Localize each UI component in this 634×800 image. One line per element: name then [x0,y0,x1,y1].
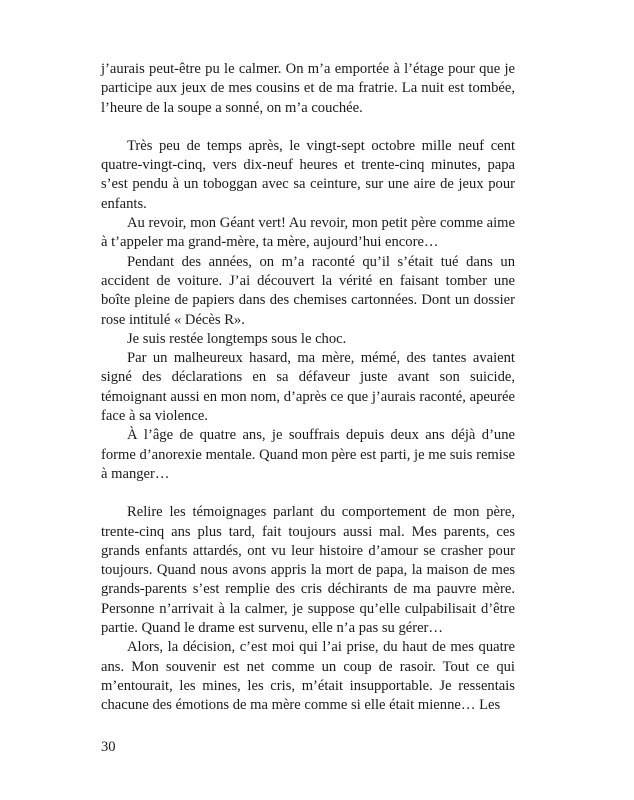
paragraph-1: j’aurais peut-être pu le calmer. On m’a emportée à l’étage pour que je participe aux jeux de mes cousins et de ma fratrie. La nuit est tombée, l’heure de la soupe a sonné, on m’a couchée. [101,61,515,116]
paragraph-4: Pendant des années, on m’a raconté qu’il s’était tué dans un accident de voiture. J’ai découvert la vérité en faisant tomber une boîte pleine de papiers dans des chemises cartonnées. Dont un dossier rose intitulé « Décès R». [101,253,515,328]
paragraph-2: Très peu de temps après, le vingt-sept octobre mille neuf cent quatre-vingt-cinq, vers dix-neuf heures et trente-cinq minutes, papa s’est pendu à un toboggan avec sa ceinture, sur une aire de jeux pour enfants. [101,137,515,212]
paragraph-5: Je suis restée longtemps sous le choc. [127,330,347,347]
paragraph-6: Par un malheureux hasard, ma mère, mémé, des tantes avaient signé des déclarations en sa défaveur juste avant son suicide, témoignant aussi en mon nom, d’après ce que j’aurais raconté, apeurée face à sa violence. [101,350,515,425]
page-body [101,60,515,716]
page-number: 30 [101,739,116,755]
paragraph-8: Relire les témoignages parlant du comportement de mon père, trente-cinq ans plus tard, fait toujours aussi mal. Mes parents, ces grands enfants attardés, ont vu leur histoire d’amour se crasher pour toujours. Quand nous avons appris la mort de papa, la maison de mes grands-parents s’est remplie des cris déchirants de ma pauvre mère. Personne n’arrivait à la calmer, je suppose qu’elle culpabilisait d’être partie. Quand le drame est survenu, elle n’a pas su gérer… [101,504,515,637]
paragraph-7: À l’âge de quatre ans, je souffrais depuis deux ans déjà d’une forme d’anorexie mentale. Quand mon père est parti, je me suis remise à manger… [101,427,515,482]
paragraph-9: Alors, la décision, c’est moi qui l’ai prise, du haut de mes quatre ans. Mon souvenir est net comme un coup de rasoir. Tout ce qui m’entourait, les mines, les cris, m’était insupportable. Je ressentais chacune des émotions de ma mère comme si elle était mienne… Les [101,639,515,714]
paragraph-3: Au revoir, mon Géant vert! Au revoir, mon petit père comme aime à t’appeler ma grand-mère, ta mère, aujourd’hui encore… [101,215,515,251]
